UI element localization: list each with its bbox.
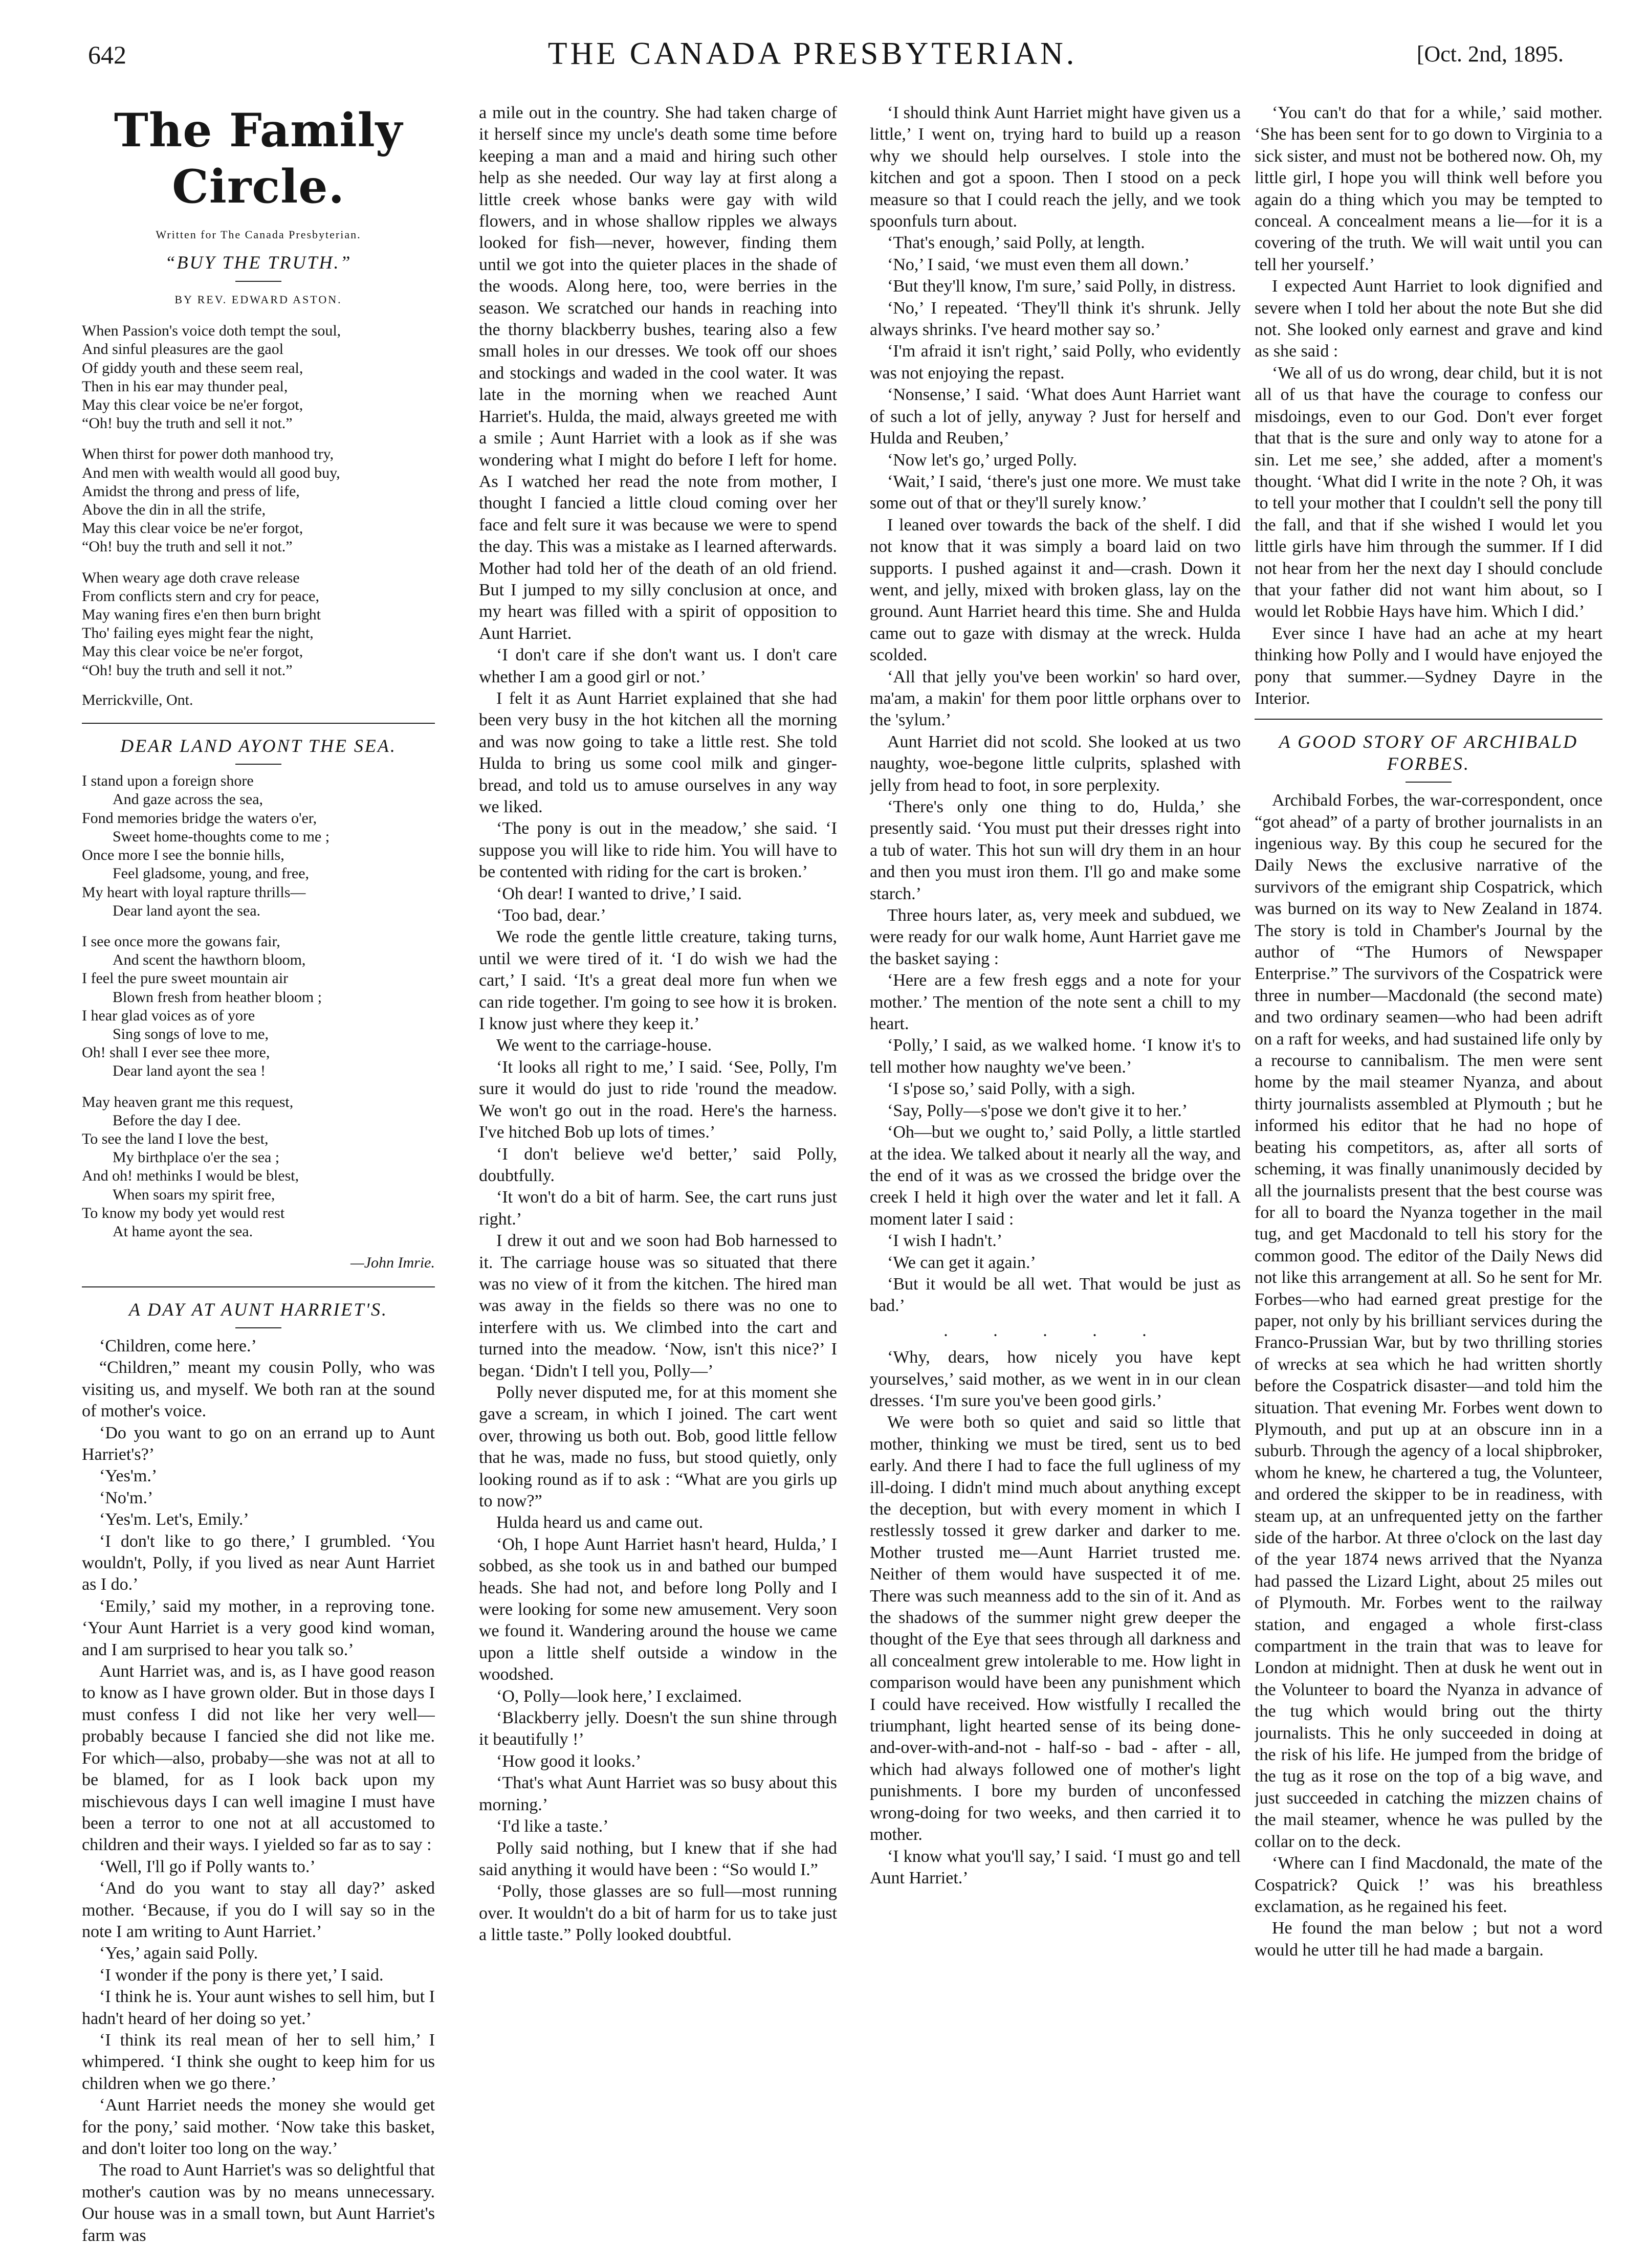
paragraph: ‘Nonsense,’ I said. ‘What does Aunt Harriet want of such a lot of jelly, anyway ? Just for herself and Hulda and Reuben,’ [870,385,1241,448]
paragraph: Archibald Forbes, the war-correspondent, once “got ahead” of a party of brother journalists in an ingenious way. By this coup he secured for the Daily News the exclusive narrative of the survivors of the emigrant ship Cospatrick, which was burned on its way to New Zealand in 1874. The story is told in Chamber's Journal by the author of “The Humors of Newspaper Enterprise.” The survivors of the Cospatrick were three in number—Macdonald (the second mate) and two ordinary seamen—who had been adrift on a raft for weeks, and had sustained life only by a recourse to cannibalism. The men were sent home by the mail steamer Nyanza, and about thirty journalists assembled at Plymouth ; but he informed his editor that he had no hope of beating his competitors, as, after all sorts of scheming, it was finally unanimously decided by all the journalists present that the best course was for all to board the Nyanza together in the mail tug, and get Macdonald to tell his story for the common good. The editor of the Daily News did not like this arrangement at all. So he sent for Mr. Forbes—who had earned great prestige for the paper, not only by his brilliant services during the Franco-Prussian War, but by two thrilling stories of wrecks at sea which he had written shortly before the Cospatrick disaster—and told him the situation. That evening Mr. Forbes went down to Plymouth, and put up at an obscure inn in a suburb. Through the agency of a local shipbroker, whom he knew, he chartered a tug, the Volunteer, and ordered the skipper to be in readiness, with steam up, at an unfrequented jetty on the farther side of the harbor. At three o'clock on the last day of the year 1874 news arrived that the Nyanza had passed the Lizard Light, about 25 miles out of Plymouth. Mr. Forbes went to the railway station, and engaged a whole first-class compartment in the train that was to leave for London at midnight. Then at dusk he went out in the Volunteer to board the Nyanza in advance of the tug which would bring out the thirty journalists. This he only succeeded in doing at the risk of his life. He jumped from the bridge of the tug as it rose on the top of a big wave, and just succeeded in catching the mizzen chains of the mail steamer, whence he was pulled by the collar on to the deck. [1255,791,1602,1851]
poem-line: My heart with loyal rapture thrills— [82,883,306,901]
paragraph: ‘I s'pose so,’ said Polly, with a sigh. [887,1079,1135,1099]
page-number: 642 [88,40,126,69]
section-divider [82,1286,435,1287]
paragraph: ‘Well, I'll go if Polly wants to.’ [99,1857,316,1876]
poem-line: I stand upon a foreign shore [82,772,254,790]
title-rule [235,281,281,282]
paragraph: ‘Oh, I hope Aunt Harriet hasn't heard, Hulda,’ I sobbed, as she took us in and bathed our bumped heads. She had not, and before long Polly and I were looking for some new amusement. Very soon we found it. Wandering around the house we came upon a little shelf outside a window in the woodshed. [479,1535,837,1684]
poem-line: Blown fresh from heather bloom ; [113,988,322,1006]
paragraph: ‘There's only one thing to do, Hulda,’ she presently said. ‘You must put their dresses right into a tub of water. This hot sun will dry them in an hour and then you must iron them. I'll go and make some starch.’ [870,797,1241,903]
paragraph: We rode the gentle little creature, taking turns, until we were tired of it. ‘I do wish we had the cart,’ I said. ‘It's a great deal more fun when we can ride together. I'm going to see how it is broken. I know just where they keep it.’ [479,927,837,1034]
paragraph: ‘No'm.’ [99,1488,153,1507]
story-title: A DAY AT AUNT HARRIET'S. [128,1299,388,1320]
poem-line: Oh! shall I ever see thee more, [82,1044,270,1061]
poem-line: At hame ayont the sea. [113,1222,253,1240]
paragraph: ‘No,’ I said, ‘we must even them all down.’ [887,255,1190,274]
poem1-byline: BY REV. EDWARD ASTON. [174,293,342,306]
paragraph: I leaned over towards the back of the shelf. I did not know that it was simply a board laid on two supports. I pushed against it and—crash. Down it went, and jelly, mixed with broken glass, lay on the ground. Aunt Harriet heard this time. She and Hulda came out to gaze with dismay at the wreck. Hulda scolded. [870,515,1241,665]
story-text [870,1347,1241,1889]
poem-line: Feel gladsome, young, and free, [113,865,310,882]
paragraph: ‘It looks all right to me,’ I said. ‘See, Polly, I'm sure it would do just to ride 'round the meadow. We won't go out in the road. Here's the harness. I've hitched Bob up lots of times.’ [479,1057,837,1142]
paragraph: I drew it out and we soon had Bob harnessed to it. The carriage house was so situated that there was no view of it from the kitchen. The hired man was away in the fields so there was no one to interfere with us. We climbed into the cart and turned into the meadow. ‘Now, isn't this nice?’ I began. ‘Didn't I tell you, Polly—’ [479,1231,837,1381]
title-rule [235,1327,281,1328]
paragraph: ‘And do you want to stay all day?’ asked mother. ‘Because, if you do I will say so in the note I am writing to Aunt Harriet.’ [82,1879,435,1941]
poem-line: When thirst for power doth manhood try, [82,446,334,463]
paragraph: ‘I wonder if the pony is there yet,’ I said. [99,1965,384,1985]
paragraph: ‘Aunt Harriet needs the money she would get for the pony,’ said mother. ‘Now take this basket, and don't loiter too long on the way.’ [82,2096,435,2158]
paragraph: ‘You can't do that for a while,’ said mother. ‘She has been sent for to go down to Virginia to a sick sister, and must not be bothered now. Oh, my little girl, I hope you will think well before you again do a thing which you may be tempted to conceal. A concealment means a lie—for it is a covering of the truth. We will wait until you can tell her yourself.’ [1255,103,1602,274]
paragraph: ‘Children, come here.’ [99,1336,257,1355]
story-text [870,102,1241,1317]
column-4 [1255,102,1602,2251]
poem2-signature: —John Imrie. [350,1254,435,1272]
poem-line: Dear land ayont the sea. [113,902,261,919]
paragraph: ‘No,’ I repeated. ‘They'll think it's shrunk. Jelly always shrinks. I've heard mother say so.’ [870,298,1241,340]
story-text [1255,102,1602,709]
poem-line: Sweet home-thoughts come to me ; [113,828,330,845]
paragraph: ‘I know what you'll say,’ I said. ‘I must go and tell Aunt Harriet.’ [870,1847,1241,1887]
section-divider [1255,719,1602,720]
poem-line: Tho' failing eyes might fear the night, [82,625,314,642]
poem-line: Then in his ear may thunder peal, [82,377,288,395]
poem-line: When weary age doth crave release [82,569,300,586]
paragraph: ‘I don't care if she don't want us. I don't care whether I am a good girl or not.’ [479,646,837,686]
newspaper-title: THE CANADA PRESBYTERIAN. [547,36,1078,71]
poem-line: Amidst the throng and press of life, [82,482,300,500]
paragraph: ‘Why, dears, how nicely you have kept yourselves,’ said mother, as we went in in our clean dresses. ‘I'm sure you've been good girls.’ [870,1348,1241,1410]
section-masthead: The Family Circle. [114,103,403,214]
paragraph: ‘I'd like a taste.’ [496,1817,609,1836]
poem-line: Before the day I dee. [113,1111,241,1129]
poem-line: May waning fires e'en then burn bright [82,606,321,624]
paragraph: We were both so quiet and said so little that mother, thinking we must be tired, sent us to bed early. And there I had to face the full ugliness of my ill-doing. I didn't mind much about anything except the deception, but with every moment in which I restlessly tossed it grew darker and darker to me. Mother trusted me—Aunt Harriet trusted me. Neither of them would have suspected it of me. There was such meanness add to the sin of it. And as the shadows of the summer night grew deeper the thought of the Eye that sees through all darkness and all concealment grew intolerable to me. How light in comparison would have been any punishment which I could have received. How wistfully I recalled the triumphant, light hearted sense of its being done-and-over-with-and-not - half-so - bad - after - all, which had always followed one of mother's light punishments. I bore my burden of unconfessed wrong-doing for two weeks, and then carried it to mother. [870,1413,1241,1844]
paragraph: ‘Yes'm.’ [99,1466,158,1486]
poem-line: To know my body yet would rest [82,1204,285,1221]
paragraph: ‘I think its real mean of her to sell him,’ I whimpered. ‘I think she ought to keep him for us children when we go there.’ [82,2030,435,2093]
title-rule [235,764,281,765]
paragraph: ‘Wait,’ I said, ‘there's just one more. We must take some out of that or they'll surely know.’ [870,472,1241,513]
paragraph: ‘Oh dear! I wanted to drive,’ I said. [496,884,742,903]
poem-line: “Oh! buy the truth and sell it not.” [82,415,293,432]
poem-line: May this clear voice be ne'er forgot, [82,643,303,660]
paragraph: We went to the carriage-house. [496,1036,712,1055]
paragraph: ‘We can get it again.’ [887,1253,1036,1272]
poem1-written-for: Written for The Canada Presbyterian. [156,228,361,241]
paragraph: Polly said nothing, but I knew that if she had said anything it would have been : “So would I.” [479,1838,837,1879]
paragraph: ‘How good it looks.’ [496,1751,642,1771]
paragraph: ‘Polly,’ I said, as we walked home. ‘I know it's to tell mother how naughty we've been.’ [870,1036,1241,1077]
paragraph: I felt it as Aunt Harriet explained that she had been very busy in the hot kitchen all the morning and was now going to take a little rest. She told Hulda to bring us some cool milk and ginger-bread, and told us to amuse ourselves in any way we liked. [479,688,837,816]
paragraph: ‘I don't like to go there,’ I grumbled. ‘You wouldn't, Polly, if you lived as near Aunt Harriet as I do.’ [82,1531,435,1594]
paragraph: He found the man below ; but not a word would he utter till he had made a bargain. [1255,1919,1602,1960]
paragraph: ‘O, Polly—look here,’ I exclaimed. [496,1686,742,1706]
paragraph: ‘Do you want to go on an errand up to Aunt Harriet's?’ [82,1423,435,1464]
poem-line: “Oh! buy the truth and sell it not.” [82,538,293,555]
paragraph: Hulda heard us and came out. [496,1513,704,1532]
poem-line: And oh! methinks I would be blest, [82,1167,299,1185]
paragraph: ‘Polly, those glasses are so full—most running over. It wouldn't do a bit of harm for us to take just a little taste.” Polly looked doubtful. [479,1882,837,1945]
story2-title: A GOOD STORY OF ARCHIBALD FORBES. [1279,731,1578,774]
paragraph: “Children,” meant my cousin Polly, who was visiting us, and myself. We both ran at the sound of mother's voice. [82,1358,435,1421]
paragraph: ‘I think he is. Your aunt wishes to sell him, but I hadn't heard of her doing so yet.’ [82,1987,435,2028]
paragraph: ‘Where can I find Macdonald, the mate of the Cospatrick? Quick !’ was his breathless exclamation, as he regained his feet. [1255,1854,1602,1916]
paragraph: ‘Blackberry jelly. Doesn't the sun shine through it beautifully !’ [479,1708,837,1749]
paragraph: ‘I don't believe we'd better,’ said Polly, doubtfully. [479,1144,837,1185]
paragraph: ‘Emily,’ said my mother, in a reproving tone. ‘Your Aunt Harriet is a very good kind woman, and I am surprised to hear you talk so.’ [82,1596,435,1659]
paragraph: ‘Here are a few fresh eggs and a note for your mother.’ The mention of the note sent a chill to my heart. [870,971,1241,1034]
column-3 [870,102,1241,2251]
poem-line: To see the land I love the best, [82,1130,269,1147]
paragraph: Three hours later, as, very meek and subdued, we were ready for our walk home, Aunt Harriet gave me the basket saying : [870,906,1241,968]
poem2-body [82,772,435,1241]
column-1 [82,102,435,2251]
poem1-title: “BUY THE TRUTH.” [165,252,352,273]
poem-line: Once more I see the bonnie hills, [82,847,284,864]
paragraph: ‘I wish I hadn't.’ [887,1231,1003,1251]
poem-line: When soars my spirit free, [113,1186,275,1203]
paragraph: ‘We all of us do wrong, dear child, but it is not all of us that have the courage to confess our misdoings, even to our God. Don't ever forget that that is the sure and only way to atone for a sin. Let me see,’ she added, after a moment's thought. ‘What did I write in the note ? Oh, it was to tell your mother that I couldn't sell the pony till the fall, and that if she wished I would let you little girls have him through the summer. If I did not hear from her the next day I should conclude that your father did not want him about, so I would let Robbie Hays have him. Which I did.’ [1255,363,1602,621]
poem-line: When Passion's voice doth tempt the soul, [82,322,341,340]
poem-line: From conflicts stern and cry for peace, [82,587,319,605]
poem-line: My birthplace o'er the sea ; [113,1149,280,1166]
paragraph: ‘Oh—but we ought to,’ said Polly, a little startled at the idea. We talked about it nearly all the way, and the end of it was as we crossed the bridge over the creek I held it high over the water and let it fall. A moment later I said : [870,1123,1241,1229]
story2-text [1255,790,1602,1961]
poem-line: And men with wealth would all good buy, [82,464,340,481]
paragraph: ‘I should think Aunt Harriet might have given us a little,’ I went on, trying hard to build up a reason why we should help ourselves. I stole into the kitchen and got a spoon. Then I stood on a peck measure so that I could reach the jelly, and we took spoonfuls turn about. [870,103,1241,231]
section-divider [82,723,435,724]
poem-line: Above the din in all the strife, [82,501,266,519]
paragraph: ‘Now let's go,’ urged Polly. [887,450,1077,470]
paragraph: ‘Yes,’ again said Polly. [99,1944,258,1963]
paragraph: ‘Yes'm. Let's, Emily.’ [99,1510,249,1529]
paragraph: Aunt Harriet did not scold. She looked at us two naughty, woe-begone little culprits, splashed with jelly from head to foot, in sore perplexity. [870,732,1241,795]
column-2 [479,102,837,2251]
paragraph: ‘But they'll know, I'm sure,’ said Polly, in distress. [887,277,1236,296]
poem-line: Of giddy youth and these seem real, [82,359,303,376]
paragraph: ‘But it would be all wet. That would be just as bad.’ [870,1274,1241,1316]
paragraph: ‘It won't do a bit of harm. See, the cart runs just right.’ [479,1188,837,1229]
poem1-body [82,322,435,680]
poem-line: Fond memories bridge the waters o'er, [82,809,317,827]
story-text [479,102,837,1946]
paragraph: Aunt Harriet was, and is, as I have good reason to know as I have grown older. But in those days I must confess I did not like her very well—probably because I fancied she did not like me. For which—also, probaby—she was not at all to be blamed, for as I look back upon my mischievous days I can well imagine I must have been a terror to one not at all accustomed to children and their ways. I yielded so far as to say : [82,1662,435,1855]
paragraph: ‘The pony is out in the meadow,’ she said. ‘I suppose you will like to ride him. You will have to be contented with riding for the cart is broken.’ [479,819,837,882]
poem-line: Sing songs of love to me, [113,1025,269,1042]
paragraph: The road to Aunt Harriet's was so delightful that mother's caution was by no means unnecessary. Our house was in a small town, but Aunt Harriet's farm was [82,2161,435,2245]
poem1-place: Merrickville, Ont. [82,691,193,708]
poem2-title: DEAR LAND AYONT THE SEA. [120,735,397,756]
poem-line: “Oh! buy the truth and sell it not.” [82,661,293,679]
poem-line: May heaven grant me this request, [82,1093,294,1110]
poem-line: And scent the hawthorn bloom, [113,951,306,969]
paragraph: ‘Too bad, dear.’ [496,906,606,925]
paragraph: I expected Aunt Harriet to look dignified and severe when I told her about the note But she did not. She looked only earnest and grave and kind as she said : [1255,277,1602,361]
story-text [82,1336,435,2247]
paragraph: ‘That's enough,’ said Polly, at length. [887,233,1145,253]
paragraph: ‘Say, Polly—s'pose we don't give it to her.’ [887,1101,1188,1120]
poem-line: I see once more the gowans fair, [82,932,280,950]
paragraph: a mile out in the country. She had taken charge of it herself since my uncle's death some time before keeping a man and a maid and hiring such other help as she needed. Our way lay at first along a little creek whose banks were gay with wild flowers, and in whose shallow ripples we always looked for fish—never, however, finding them until we got into the quieter places in the shade of the woods. Along here, too, were berries in the season. We scratched our hands in reaching into the thorny blackberry bushes, tearing also a few small holes in our dresses. We took off our shoes and stockings and waded in the cool water. It was late in the morning when we reached Aunt Harriet's. Hulda, the maid, always greeted me with a smile ; Aunt Harriet with a look as if she was wondering what I might do before I left for home. As I watched her read the note from mother, I thought I fancied a little cloud coming over her face and felt sure it was because we were to spend the day. This was a mistake as I learned afterwards. Mother had told her of the death of an old friend. But I jumped to my silly conclusion at once, and my heart was filled with a spirit of opposition to Aunt Harriet. [479,103,837,643]
paragraph: ‘I'm afraid it isn't right,’ said Polly, who evidently was not enjoying the repast. [870,342,1241,383]
paragraph: Polly never disputed me, for at this moment she gave a scream, in which I joined. The cart went over, throwing us both out. Bob, good little fellow that he was, made no fuss, but stood quietly, only looking round as if to ask : “What are you girls up to now?” [479,1383,837,1510]
poem-line: Dear land ayont the sea ! [113,1062,266,1080]
poem-line: And sinful pleasures are the gaol [82,341,284,358]
paragraph: ‘That's what Aunt Harriet was so busy about this morning.’ [479,1773,837,1814]
poem-line: May this clear voice be ne'er forgot, [82,520,303,537]
section-separator: . . . . . [943,1321,1167,1340]
title-rule [1406,782,1452,783]
paragraph: Ever since I have had an ache at my heart thinking how Polly and I would have enjoyed the pony that summer.—Sydney Dayre in the Interior. [1255,624,1602,708]
poem-line: And gaze across the sea, [113,791,263,808]
paragraph: ‘All that jelly you've been workin' so hard over, ma'am, a makin' for them poor little orphans over to the 'sylum.’ [870,667,1241,730]
poem-line: I hear glad voices as of yore [82,1007,255,1024]
issue-date: [Oct. 2nd, 1895. [1416,41,1564,66]
poem-line: May this clear voice be ne'er forgot, [82,396,303,414]
poem-line: I feel the pure sweet mountain air [82,970,289,987]
page-header [0,0,1625,77]
